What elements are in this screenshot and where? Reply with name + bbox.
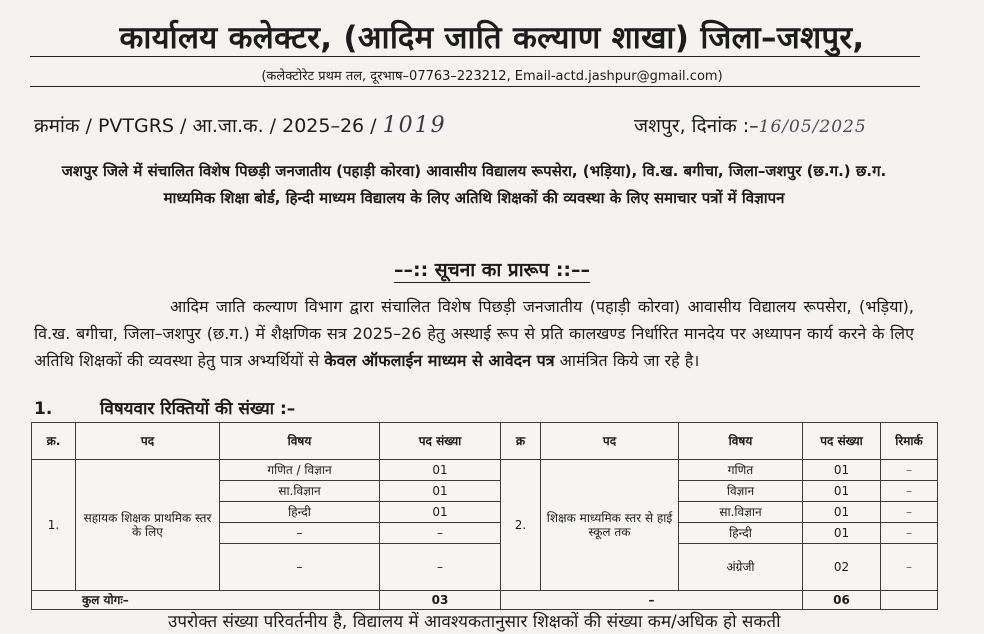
- group1-subject: सा.विज्ञान: [220, 481, 380, 502]
- handwritten-date: 16/05/2025: [758, 117, 867, 137]
- col-header-sno2: क्र: [501, 423, 541, 460]
- total-remark-empty: [881, 591, 938, 610]
- reference-line: [34, 112, 447, 138]
- col-header-post2: पद: [541, 423, 679, 460]
- group1-subject: –: [220, 523, 380, 544]
- paragraph-text-end: आमंत्रित किये जा रहे है।: [559, 351, 700, 370]
- section-number: 1.: [34, 399, 53, 419]
- group2-remark: –: [881, 523, 938, 544]
- paragraph-text-start: आदिम जाति कल्याण विभाग द्वारा संचालित विशेष पिछड़ी जनजातीय (पहाड़ी कोरवा) आवासीय विद्यालय रूपसेरा, (भड़िया), वि.ख. बगीचा, जिला–जशपुर (छ.ग.) में शैक्षणिक सत्र 2025–26 हेतु अस्थाई रूप से प्रति कालखण्ड निर्धारित मानदेय पर अध्यापन कार्य करने के लिए अतिथि शिक्षकों की व्यवस्था हेतु पात्र अभ्यर्थियों से: [34, 297, 914, 370]
- group2-post: शिक्षक माध्यमिक स्तर से हाई स्कूल तक: [541, 460, 679, 591]
- col-header-count: पद संख्या: [380, 423, 501, 460]
- group2-remark: –: [881, 544, 938, 591]
- place-date: [634, 112, 867, 138]
- col-header-post: पद: [76, 423, 220, 460]
- col-header-subject2: विषय: [679, 423, 803, 460]
- section-title: विषयवार रिक्तियों की संख्या :–: [100, 399, 296, 419]
- group2-count: 01: [803, 502, 881, 523]
- group1-count: –: [380, 544, 501, 591]
- group2-subject: हिन्दी: [679, 523, 803, 544]
- total-label: कुल योगः–: [32, 591, 380, 610]
- group2-count: 02: [803, 544, 881, 591]
- header-rule-top: [30, 56, 920, 57]
- group2-count: 01: [803, 481, 881, 502]
- group1-count: –: [380, 523, 501, 544]
- office-address: (कलेक्टोरेट प्रथम तल, दूरभाष–07763–223212, Email-actd.jashpur@gmail.com): [261, 69, 723, 84]
- group2-subject: विज्ञान: [679, 481, 803, 502]
- col-header-remark: रिमार्क: [881, 423, 938, 460]
- reference-prefix: क्रमांक / PVTGRS / आ.जा.क. / 2025–26 /: [34, 115, 377, 137]
- total-count2: 06: [803, 591, 881, 610]
- office-title: कार्यालय कलेक्टर, (आदिम जाति कल्याण शाखा) जिला–जशपुर,: [119, 20, 865, 56]
- group1-sno: 1.: [32, 460, 76, 591]
- col-header-subject: विषय: [220, 423, 380, 460]
- group1-count: 01: [380, 502, 501, 523]
- header-rule-bottom: [30, 86, 920, 87]
- group2-remark: –: [881, 481, 938, 502]
- group1-subject: –: [220, 544, 380, 591]
- col-header-count2: पद संख्या: [803, 423, 881, 460]
- total-count1: 03: [380, 591, 501, 610]
- table-total-row: [32, 591, 938, 610]
- handwritten-reference-number: 1019: [382, 113, 447, 138]
- total-mid-dash: –: [501, 591, 803, 610]
- group2-subject: अंग्रेजी: [679, 544, 803, 591]
- group1-post: सहायक शिक्षक प्राथमिक स्तर के लिए: [76, 460, 220, 591]
- col-header-sno: क्र.: [32, 423, 76, 460]
- table-row: [32, 460, 938, 481]
- vacancy-table: [31, 422, 938, 610]
- place-date-label: जशपुर, दिनांक :–: [634, 115, 759, 137]
- group1-count: 01: [380, 460, 501, 481]
- group1-count: 01: [380, 481, 501, 502]
- section-heading: [34, 396, 295, 419]
- group2-remark: –: [881, 460, 938, 481]
- notice-heading-text: ––:: सूचना का प्रारूप ::––: [393, 259, 591, 281]
- group2-subject: सा.विज्ञान: [679, 502, 803, 523]
- group2-subject: गणित: [679, 460, 803, 481]
- group2-count: 01: [803, 523, 881, 544]
- notice-paragraph: [34, 293, 914, 374]
- paragraph-text-bold: केवल ऑफलाईन माध्यम से आवेदन पत्र: [324, 351, 555, 370]
- table-header-row: [32, 423, 938, 460]
- footer-note: उपरोक्त संख्या परिवर्तनीय है, विद्यालय में आवश्यकतानुसार शिक्षकों की संख्या कम/अधिक हो सकती: [168, 612, 781, 632]
- subject-heading: जशपुर जिले में संचालित विशेष पिछड़ी जनजातीय (पहाड़ी कोरवा) आवासीय विद्यालय रूपसेरा, (भड़िया), वि.ख. बगीचा, जिला–जशपुर (छ.ग.) छ.ग. माध्यमिक शिक्षा बोर्ड, हिन्दी माध्यम विद्यालय के लिए अतिथि शिक्षकों की व्यवस्था के लिए समाचार पत्रों में विज्ञापन: [61, 162, 887, 207]
- group1-subject: हिन्दी: [220, 502, 380, 523]
- group2-sno: 2.: [501, 460, 541, 591]
- notice-heading: [0, 256, 984, 282]
- group1-subject: गणित / विज्ञान: [220, 460, 380, 481]
- group2-count: 01: [803, 460, 881, 481]
- group2-remark: –: [881, 502, 938, 523]
